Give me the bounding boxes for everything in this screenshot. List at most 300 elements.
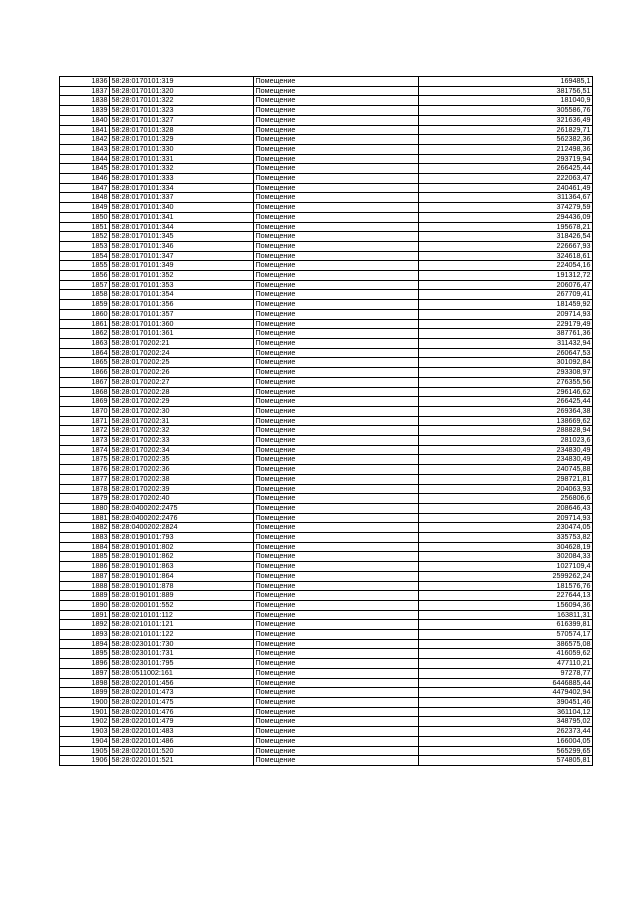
object-type-cell: Помещение	[254, 727, 419, 737]
cadastral-number-cell: 58:28:0170101:330	[110, 144, 254, 154]
row-number-cell: 1897	[60, 668, 110, 678]
cadastral-number-cell: 58:28:0170202:30	[110, 406, 254, 416]
cadastral-value-cell: 181459,92	[419, 300, 593, 310]
cadastral-value-cell: 296146,62	[419, 387, 593, 397]
table-row	[60, 251, 593, 261]
row-number-cell: 1889	[60, 591, 110, 601]
table-row	[60, 474, 593, 484]
cadastral-number-cell: 58:28:0170202:33	[110, 436, 254, 446]
table-row	[60, 300, 593, 310]
object-type-cell: Помещение	[254, 668, 419, 678]
cadastral-value-cell: 6446885,44	[419, 678, 593, 688]
cadastral-value-cell: 195678,21	[419, 222, 593, 232]
table-row	[60, 174, 593, 184]
table-row	[60, 581, 593, 591]
cadastral-value-cell: 240461,49	[419, 183, 593, 193]
cadastral-value-cell: 276355,56	[419, 377, 593, 387]
row-number-cell: 1837	[60, 86, 110, 96]
object-type-cell: Помещение	[254, 494, 419, 504]
row-number-cell: 1851	[60, 222, 110, 232]
cadastral-value-cell: 335753,82	[419, 533, 593, 543]
object-type-cell: Помещение	[254, 125, 419, 135]
table-row	[60, 455, 593, 465]
object-type-cell: Помещение	[254, 406, 419, 416]
object-type-cell: Помещение	[254, 698, 419, 708]
table-row	[60, 222, 593, 232]
object-type-cell: Помещение	[254, 533, 419, 543]
object-type-cell: Помещение	[254, 465, 419, 475]
cadastral-number-cell: 58:28:0170202:28	[110, 387, 254, 397]
row-number-cell: 1845	[60, 164, 110, 174]
object-type-cell: Помещение	[254, 436, 419, 446]
table-row	[60, 445, 593, 455]
object-type-cell: Помещение	[254, 174, 419, 184]
object-type-cell: Помещение	[254, 649, 419, 659]
cadastral-value-cell: 191312,72	[419, 271, 593, 281]
table-row	[60, 746, 593, 756]
object-type-cell: Помещение	[254, 280, 419, 290]
cadastral-value-cell: 390451,46	[419, 698, 593, 708]
cadastral-number-cell: 58:28:0190101:802	[110, 542, 254, 552]
cadastral-number-cell: 58:28:0190101:793	[110, 533, 254, 543]
cadastral-number-cell: 58:28:0400202:2476	[110, 513, 254, 523]
row-number-cell: 1906	[60, 756, 110, 766]
cadastral-value-cell: 570574,17	[419, 630, 593, 640]
cadastral-number-cell: 58:28:0170202:24	[110, 348, 254, 358]
row-number-cell: 1841	[60, 125, 110, 135]
object-type-cell: Помещение	[254, 261, 419, 271]
cadastral-value-cell: 348795,02	[419, 717, 593, 727]
object-type-cell: Помещение	[254, 377, 419, 387]
cadastral-number-cell: 58:28:0220101:486	[110, 736, 254, 746]
cadastral-number-cell: 58:28:0230101:731	[110, 649, 254, 659]
object-type-cell: Помещение	[254, 639, 419, 649]
table-row	[60, 154, 593, 164]
cadastral-number-cell: 58:28:0170101:353	[110, 280, 254, 290]
table-row	[60, 338, 593, 348]
object-type-cell: Помещение	[254, 581, 419, 591]
object-type-cell: Помещение	[254, 203, 419, 213]
cadastral-number-cell: 58:28:0170202:25	[110, 358, 254, 368]
cadastral-value-cell: 301092,84	[419, 358, 593, 368]
table-row	[60, 542, 593, 552]
row-number-cell: 1902	[60, 717, 110, 727]
cadastral-number-cell: 58:28:0170101:329	[110, 135, 254, 145]
row-number-cell: 1900	[60, 698, 110, 708]
table-row	[60, 290, 593, 300]
cadastral-value-cell: 1027109,4	[419, 562, 593, 572]
row-number-cell: 1887	[60, 571, 110, 581]
object-type-cell: Помещение	[254, 329, 419, 339]
cadastral-number-cell: 58:28:0190101:889	[110, 591, 254, 601]
row-number-cell: 1868	[60, 387, 110, 397]
object-type-cell: Помещение	[254, 600, 419, 610]
cadastral-value-cell: 387761,36	[419, 329, 593, 339]
cadastral-value-cell: 304628,19	[419, 542, 593, 552]
cadastral-value-cell: 305586,76	[419, 106, 593, 116]
object-type-cell: Помещение	[254, 591, 419, 601]
cadastral-value-cell: 311432,94	[419, 338, 593, 348]
table-row	[60, 620, 593, 630]
cadastral-value-cell: 302084,33	[419, 552, 593, 562]
cadastral-number-cell: 58:28:0170101:337	[110, 193, 254, 203]
cadastral-number-cell: 58:28:0170101:361	[110, 329, 254, 339]
cadastral-value-cell: 386575,08	[419, 639, 593, 649]
table-row	[60, 639, 593, 649]
object-type-cell: Помещение	[254, 338, 419, 348]
table-row	[60, 183, 593, 193]
cadastral-number-cell: 58:28:0210101:121	[110, 620, 254, 630]
table-row	[60, 271, 593, 281]
cadastral-number-cell: 58:28:0170101:349	[110, 261, 254, 271]
cadastral-value-cell: 266425,44	[419, 397, 593, 407]
cadastral-number-cell: 58:28:0170101:340	[110, 203, 254, 213]
row-number-cell: 1890	[60, 600, 110, 610]
object-type-cell: Помещение	[254, 290, 419, 300]
cadastral-number-cell: 58:28:0220101:520	[110, 746, 254, 756]
cadastral-value-cell: 416059,62	[419, 649, 593, 659]
table-row	[60, 494, 593, 504]
row-number-cell: 1872	[60, 426, 110, 436]
table-row	[60, 698, 593, 708]
object-type-cell: Помещение	[254, 154, 419, 164]
object-type-cell: Помещение	[254, 115, 419, 125]
cadastral-number-cell: 58:28:0170101:347	[110, 251, 254, 261]
row-number-cell: 1885	[60, 552, 110, 562]
cadastral-number-cell: 58:28:0200101:552	[110, 600, 254, 610]
cadastral-number-cell: 58:28:0170202:29	[110, 397, 254, 407]
cadastral-number-cell: 58:28:0220101:456	[110, 678, 254, 688]
table-row	[60, 77, 593, 87]
cadastral-number-cell: 58:28:0511002:161	[110, 668, 254, 678]
cadastral-value-cell: 212498,36	[419, 144, 593, 154]
row-number-cell: 1855	[60, 261, 110, 271]
table-row	[60, 164, 593, 174]
cadastral-number-cell: 58:28:0210101:112	[110, 610, 254, 620]
row-number-cell: 1896	[60, 659, 110, 669]
object-type-cell: Помещение	[254, 241, 419, 251]
cadastral-value-cell: 261829,71	[419, 125, 593, 135]
table-row	[60, 668, 593, 678]
row-number-cell: 1853	[60, 241, 110, 251]
cadastral-number-cell: 58:28:0170202:26	[110, 368, 254, 378]
cadastral-value-cell: 477110,21	[419, 659, 593, 669]
cadastral-value-cell: 574805,81	[419, 756, 593, 766]
object-type-cell: Помещение	[254, 222, 419, 232]
row-number-cell: 1857	[60, 280, 110, 290]
object-type-cell: Помещение	[254, 474, 419, 484]
object-type-cell: Помещение	[254, 542, 419, 552]
object-type-cell: Помещение	[254, 659, 419, 669]
cadastral-value-cell: 206076,47	[419, 280, 593, 290]
table-row	[60, 86, 593, 96]
table-row	[60, 465, 593, 475]
cadastral-value-cell: 262373,44	[419, 727, 593, 737]
table-row	[60, 727, 593, 737]
cadastral-number-cell: 58:28:0170202:39	[110, 484, 254, 494]
table-row	[60, 503, 593, 513]
cadastral-value-cell: 381756,51	[419, 86, 593, 96]
cadastral-number-cell: 58:28:0220101:473	[110, 688, 254, 698]
cadastral-value-cell: 267709,41	[419, 290, 593, 300]
row-number-cell: 1852	[60, 232, 110, 242]
table-row	[60, 678, 593, 688]
cadastral-number-cell: 58:28:0170101:331	[110, 154, 254, 164]
row-number-cell: 1848	[60, 193, 110, 203]
object-type-cell: Помещение	[254, 620, 419, 630]
table-row	[60, 193, 593, 203]
table-row	[60, 513, 593, 523]
row-number-cell: 1846	[60, 174, 110, 184]
cadastral-value-cell: 166004,05	[419, 736, 593, 746]
cadastral-value-cell: 181576,76	[419, 581, 593, 591]
cadastral-value-cell: 260647,53	[419, 348, 593, 358]
cadastral-number-cell: 58:28:0190101:864	[110, 571, 254, 581]
row-number-cell: 1891	[60, 610, 110, 620]
table-row	[60, 406, 593, 416]
row-number-cell: 1859	[60, 300, 110, 310]
cadastral-value-cell: 298721,81	[419, 474, 593, 484]
row-number-cell: 1871	[60, 416, 110, 426]
row-number-cell: 1895	[60, 649, 110, 659]
table-row	[60, 241, 593, 251]
row-number-cell: 1858	[60, 290, 110, 300]
object-type-cell: Помещение	[254, 358, 419, 368]
object-type-cell: Помещение	[254, 562, 419, 572]
cadastral-number-cell: 58:28:0190101:878	[110, 581, 254, 591]
object-type-cell: Помещение	[254, 678, 419, 688]
cadastral-number-cell: 58:28:0170101:332	[110, 164, 254, 174]
cadastral-number-cell: 58:28:0190101:863	[110, 562, 254, 572]
cadastral-value-cell: 224054,16	[419, 261, 593, 271]
table-row	[60, 397, 593, 407]
table-row	[60, 125, 593, 135]
row-number-cell: 1844	[60, 154, 110, 164]
row-number-cell: 1847	[60, 183, 110, 193]
row-number-cell: 1883	[60, 533, 110, 543]
table-row	[60, 203, 593, 213]
cadastral-value-cell: 227644,13	[419, 591, 593, 601]
object-type-cell: Помещение	[254, 183, 419, 193]
object-type-cell: Помещение	[254, 387, 419, 397]
row-number-cell: 1838	[60, 96, 110, 106]
cadastral-value-cell: 234830,49	[419, 455, 593, 465]
table-row	[60, 600, 593, 610]
cadastral-number-cell: 58:28:0220101:479	[110, 717, 254, 727]
table-row	[60, 707, 593, 717]
cadastral-value-cell: 97278,77	[419, 668, 593, 678]
cadastral-value-cell: 229179,49	[419, 319, 593, 329]
cadastral-value-cell: 138669,62	[419, 416, 593, 426]
table-row	[60, 377, 593, 387]
table-row	[60, 319, 593, 329]
object-type-cell: Помещение	[254, 348, 419, 358]
row-number-cell: 1905	[60, 746, 110, 756]
cadastral-number-cell: 58:28:0220101:521	[110, 756, 254, 766]
object-type-cell: Помещение	[254, 309, 419, 319]
row-number-cell: 1874	[60, 445, 110, 455]
table-row	[60, 368, 593, 378]
cadastral-number-cell: 58:28:0190101:862	[110, 552, 254, 562]
cadastral-number-cell: 58:28:0170202:36	[110, 465, 254, 475]
cadastral-number-cell: 58:28:0170101:352	[110, 271, 254, 281]
table-row	[60, 212, 593, 222]
table-row	[60, 688, 593, 698]
cadastral-value-cell: 565299,65	[419, 746, 593, 756]
cadastral-value-cell: 240745,88	[419, 465, 593, 475]
table-row	[60, 115, 593, 125]
object-type-cell: Помещение	[254, 610, 419, 620]
cadastral-value-cell: 266425,44	[419, 164, 593, 174]
object-type-cell: Помещение	[254, 455, 419, 465]
row-number-cell: 1836	[60, 77, 110, 87]
table-row	[60, 649, 593, 659]
object-type-cell: Помещение	[254, 135, 419, 145]
cadastral-value-cell: 256806,6	[419, 494, 593, 504]
object-type-cell: Помещение	[254, 212, 419, 222]
object-type-cell: Помещение	[254, 144, 419, 154]
table-row	[60, 348, 593, 358]
object-type-cell: Помещение	[254, 319, 419, 329]
cadastral-number-cell: 58:28:0170101:344	[110, 222, 254, 232]
object-type-cell: Помещение	[254, 503, 419, 513]
cadastral-number-cell: 58:28:0170101:356	[110, 300, 254, 310]
object-type-cell: Помещение	[254, 368, 419, 378]
cadastral-value-cell: 318426,54	[419, 232, 593, 242]
cadastral-value-cell: 293308,97	[419, 368, 593, 378]
row-number-cell: 1865	[60, 358, 110, 368]
cadastral-number-cell: 58:28:0170101:320	[110, 86, 254, 96]
cadastral-value-cell: 209714,93	[419, 513, 593, 523]
row-number-cell: 1840	[60, 115, 110, 125]
row-number-cell: 1866	[60, 368, 110, 378]
row-number-cell: 1839	[60, 106, 110, 116]
cadastral-number-cell: 58:28:0170202:21	[110, 338, 254, 348]
object-type-cell: Помещение	[254, 77, 419, 87]
cadastral-value-cell: 169485,1	[419, 77, 593, 87]
cadastral-number-cell: 58:28:0170101:357	[110, 309, 254, 319]
table-row	[60, 533, 593, 543]
cadastral-value-cell: 288828,94	[419, 426, 593, 436]
row-number-cell: 1904	[60, 736, 110, 746]
row-number-cell: 1869	[60, 397, 110, 407]
cadastral-number-cell: 58:28:0170202:31	[110, 416, 254, 426]
table-row	[60, 523, 593, 533]
cadastral-number-cell: 58:28:0170101:345	[110, 232, 254, 242]
table-row	[60, 280, 593, 290]
object-type-cell: Помещение	[254, 251, 419, 261]
cadastral-number-cell: 58:28:0220101:476	[110, 707, 254, 717]
cadastral-number-cell: 58:28:0230101:730	[110, 639, 254, 649]
cadastral-value-cell: 374279,59	[419, 203, 593, 213]
cadastral-value-cell: 230474,05	[419, 523, 593, 533]
table-row	[60, 135, 593, 145]
cadastral-value-cell: 2599262,24	[419, 571, 593, 581]
object-type-cell: Помещение	[254, 232, 419, 242]
cadastral-value-cell: 226667,93	[419, 241, 593, 251]
row-number-cell: 1880	[60, 503, 110, 513]
table-row	[60, 717, 593, 727]
cadastral-number-cell: 58:28:0220101:483	[110, 727, 254, 737]
object-type-cell: Помещение	[254, 746, 419, 756]
row-number-cell: 1901	[60, 707, 110, 717]
row-number-cell: 1863	[60, 338, 110, 348]
cadastral-number-cell: 58:28:0170101:322	[110, 96, 254, 106]
row-number-cell: 1843	[60, 144, 110, 154]
row-number-cell: 1892	[60, 620, 110, 630]
cadastral-number-cell: 58:28:0170202:40	[110, 494, 254, 504]
object-type-cell: Помещение	[254, 484, 419, 494]
row-number-cell: 1876	[60, 465, 110, 475]
object-type-cell: Помещение	[254, 688, 419, 698]
cadastral-value-cell: 4479402,94	[419, 688, 593, 698]
object-type-cell: Помещение	[254, 397, 419, 407]
row-number-cell: 1888	[60, 581, 110, 591]
cadastral-value-cell: 222063,47	[419, 174, 593, 184]
cadastral-number-cell: 58:28:0170101:328	[110, 125, 254, 135]
cadastral-value-table	[59, 76, 593, 766]
cadastral-number-cell: 58:28:0400202:2475	[110, 503, 254, 513]
object-type-cell: Помещение	[254, 426, 419, 436]
object-type-cell: Помещение	[254, 271, 419, 281]
cadastral-number-cell: 58:28:0170202:34	[110, 445, 254, 455]
row-number-cell: 1860	[60, 309, 110, 319]
object-type-cell: Помещение	[254, 630, 419, 640]
table-row	[60, 329, 593, 339]
table-row	[60, 659, 593, 669]
cadastral-number-cell: 58:28:0170101:319	[110, 77, 254, 87]
cadastral-number-cell: 58:28:0220101:475	[110, 698, 254, 708]
cadastral-value-cell: 181040,9	[419, 96, 593, 106]
cadastral-number-cell: 58:28:0170202:38	[110, 474, 254, 484]
object-type-cell: Помещение	[254, 86, 419, 96]
cadastral-number-cell: 58:28:0170202:35	[110, 455, 254, 465]
table-row	[60, 610, 593, 620]
table-row	[60, 562, 593, 572]
cadastral-value-cell: 311364,67	[419, 193, 593, 203]
cadastral-number-cell: 58:28:0170101:327	[110, 115, 254, 125]
row-number-cell: 1884	[60, 542, 110, 552]
cadastral-value-cell: 234830,49	[419, 445, 593, 455]
row-number-cell: 1867	[60, 377, 110, 387]
row-number-cell: 1870	[60, 406, 110, 416]
row-number-cell: 1861	[60, 319, 110, 329]
cadastral-value-cell: 204063,93	[419, 484, 593, 494]
cadastral-number-cell: 58:28:0170202:32	[110, 426, 254, 436]
table-row	[60, 484, 593, 494]
row-number-cell: 1877	[60, 474, 110, 484]
table-row	[60, 426, 593, 436]
object-type-cell: Помещение	[254, 96, 419, 106]
table-body	[60, 77, 593, 766]
cadastral-value-cell: 163811,31	[419, 610, 593, 620]
object-type-cell: Помещение	[254, 300, 419, 310]
cadastral-number-cell: 58:28:0170202:27	[110, 377, 254, 387]
object-type-cell: Помещение	[254, 416, 419, 426]
table-row	[60, 261, 593, 271]
table-row	[60, 387, 593, 397]
object-type-cell: Помещение	[254, 193, 419, 203]
object-type-cell: Помещение	[254, 717, 419, 727]
table-row	[60, 630, 593, 640]
cadastral-value-cell: 324618,61	[419, 251, 593, 261]
table-row	[60, 756, 593, 766]
cadastral-number-cell: 58:28:0400202:2824	[110, 523, 254, 533]
object-type-cell: Помещение	[254, 552, 419, 562]
table-row	[60, 106, 593, 116]
row-number-cell: 1879	[60, 494, 110, 504]
cadastral-value-cell: 269364,38	[419, 406, 593, 416]
